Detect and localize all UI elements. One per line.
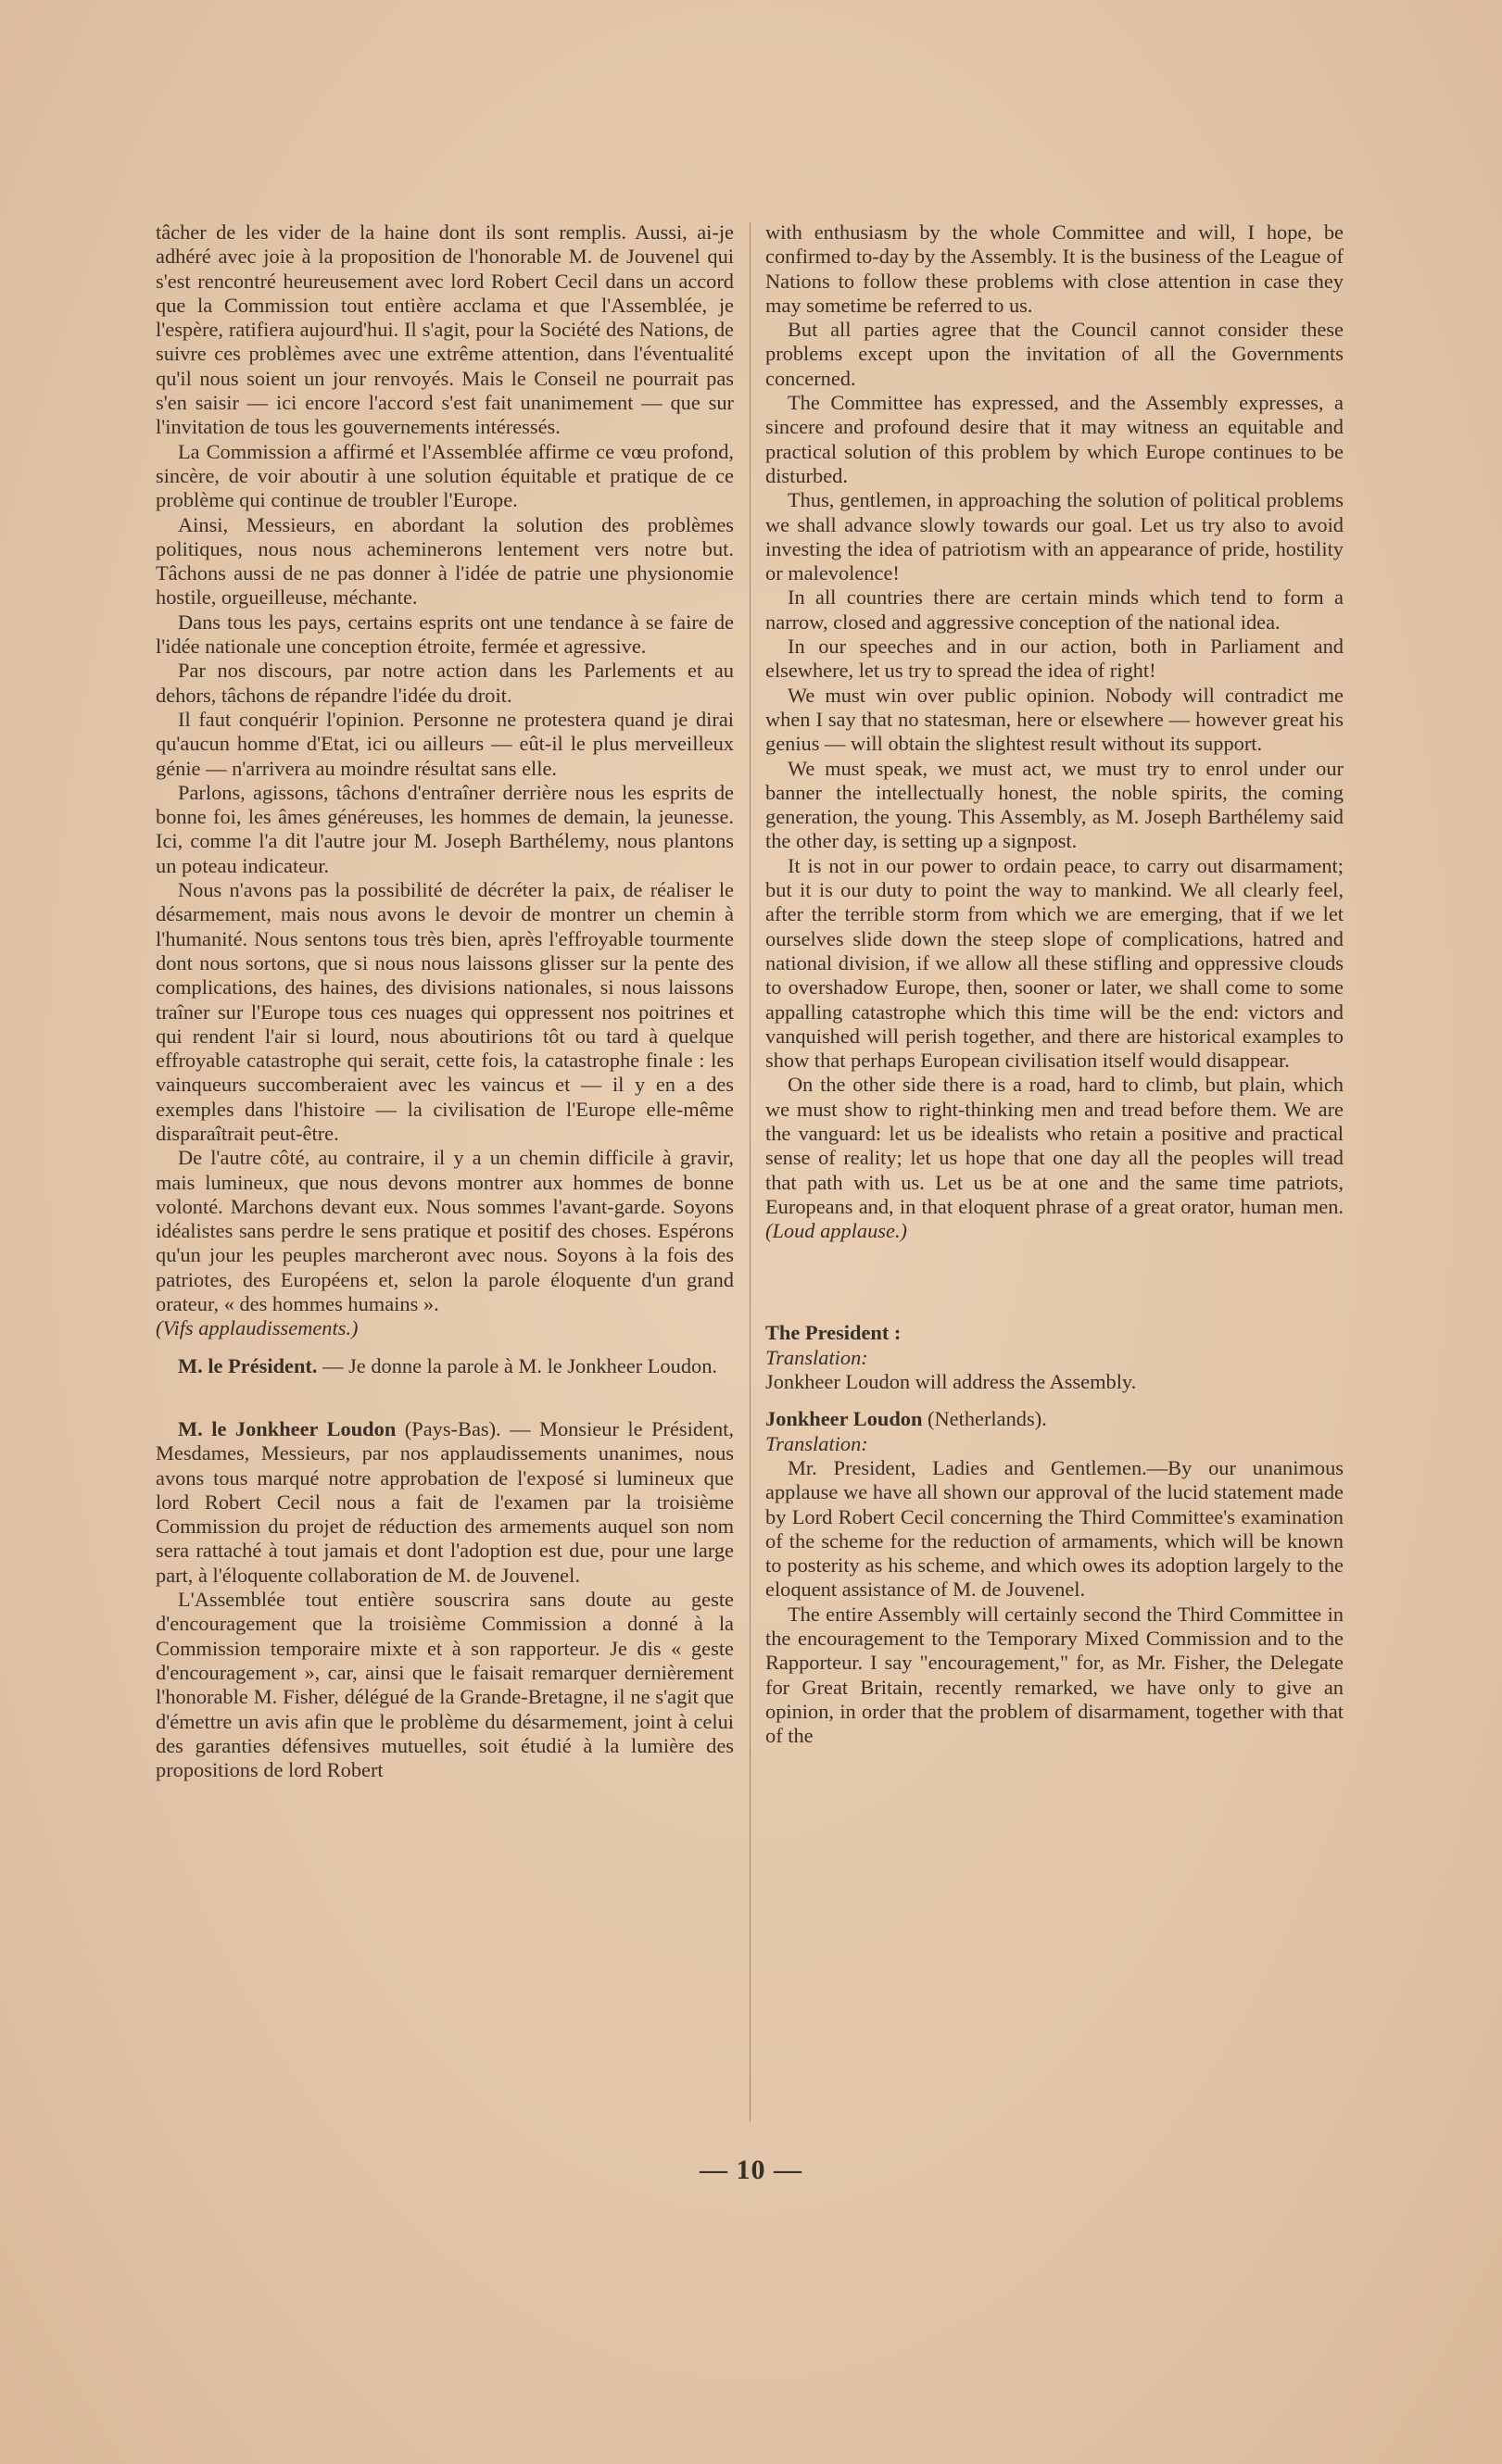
paragraph xyxy=(765,1073,1344,1243)
paragraph: Nous n'avons pas la possibilité de décréter la paix, de réaliser le désarmement, mais nous avons le devoir de montrer un chemin à l'humanité. Nous sentons tous très bien, après l'effroyable tourmente dont nous sortons, que si nous nous laissons glisser sur la pente des complications, des haines, des divisions nationales, si nous laissons traîner sur l'Europe tous ces nuages qui oppressent nos poitrines et qui rendent l'air si lourd, nous aboutirions tôt ou tard à quelque effroyable catastrophe qui serait, cette fois, la catastrophe finale : les vainqueurs succomberaient avec les vaincus et — il y en a des exemples dans l'histoire — la civilisation de l'Europe elle-même disparaîtrait peut-être. xyxy=(156,878,734,1145)
paragraph: We must speak, we must act, we must try to enrol under our banner the intellectually honest, the noble spirits, the coming generation, the young. This Assembly, as M. Joseph Barthélemy said the other day, is setting up a signpost. xyxy=(765,756,1344,853)
french-column xyxy=(156,220,734,1782)
president-heading xyxy=(765,1321,1344,1345)
applause-note: (Loud applause.) xyxy=(765,1219,907,1243)
paragraph: La Commission a affirmé et l'Assemblée affirme ce vœu profond, sincère, de voir aboutir à une solution équitable et pratique de ce problème qui continue de troubler l'Europe. xyxy=(156,439,734,512)
paragraph: Dans tous les pays, certains esprits ont une tendance à se faire de l'idée nationale une conception étroite, fermée et agressive. xyxy=(156,610,734,659)
speaker-name: M. le Président. xyxy=(178,1353,318,1377)
loudon-heading xyxy=(765,1407,1344,1431)
paragraph: It is not in our power to ordain peace, to carry out disarmament; but it is our duty to point the way to mankind. We all clearly feel, after the terrible storm from which we are emerging, that if we let ourselves slide down the steep slope of complications, hatred and national division, if we allow all these stifling and oppressive clouds to overshadow Europe, then, sooner or later, we shall come to some appalling catastrophe which this time will be the end: victors and vanquished will perish together, and there are historical examples to show that perhaps European civilisation itself would disappear. xyxy=(765,853,1344,1073)
paragraph: Il faut conquérir l'opinion. Personne ne protestera quand je dirai qu'aucun homme d'Etat, ici ou ailleurs — eût-il le plus merveilleux génie — n'arrivera au moindre résultat sans elle. xyxy=(156,707,734,780)
paragraph: We must win over public opinion. Nobody will contradict me when I say that no statesman, here or elsewhere — however great his genius — will obtain the slightest result without its support. xyxy=(765,683,1344,756)
speech-text: — Monsieur le Président, Mesdames, Messieurs, par nos applaudissements unanimes, nous avons tous marqué notre approbation de l'exposé si lumineux que lord Robert Cecil nous a fait de l'examen par la troisième Commission du projet de réduction des armements auquel son nom sera rattaché à tout jamais et dont l'adoption est due, pour une large part, à l'éloquente collaboration de M. de Jouvenel. xyxy=(156,1416,735,1587)
paragraph: Mr. President, Ladies and Gentlemen.—By our unanimous applause we have all shown our approval of the lucid statement made by Lord Robert Cecil concerning the Third Committee's examination of the scheme for the reduction of armaments, which will be known to posterity as his scheme, and which owes its adoption largely to the eloquent assistance of M. de Jouvenel. xyxy=(765,1455,1344,1602)
speech-text: — Je donne la parole à M. le Jonkheer Loudon. xyxy=(317,1353,718,1377)
paragraph: L'Assemblée tout entière souscrira sans doute au geste d'encouragement que la troisième Commission a donné à la Commission temporaire mixte et à son rapporteur. Je dis « geste d'encouragement », car, ainsi que le faisait remarquer dernièrement l'honorable M. Fisher, délégué de la Grande-Bretagne, il ne s'agit que d'émettre un avis afin que le problème du désarmement, joint à celui des garanties défensives mutuelles, soit étudié à la lumière des propositions de lord Robert xyxy=(156,1588,734,1782)
paragraph: Thus, gentlemen, in approaching the solution of political problems we shall advance slowly towards our goal. Let us try also to avoid investing the idea of patriotism with an appearance of pride, hostility or malevolence! xyxy=(765,488,1344,585)
translation-label: Translation: xyxy=(765,1345,868,1369)
speech-text: Jonkheer Loudon will address the Assembly. xyxy=(765,1370,1137,1394)
applause-note: (Vifs applaudissements.) xyxy=(156,1316,359,1340)
speech-text: On the other side there is a road, hard to climb, but plain, which we must show to right-thinking men and tread before them. We are the vanguard: let us be idealists who retain a positive and practical sense of reality; let us hope that one day all the peoples will tread that path with us. Let us be at one and the same time patriots, Europeans and, in that eloquent phrase of a great orator, human men. xyxy=(765,1073,1344,1218)
column-divider xyxy=(750,222,751,2121)
speaker-country: (Pays-Bas). xyxy=(396,1416,501,1440)
english-column xyxy=(765,220,1344,1749)
paragraph: tâcher de les vider de la haine dont ils sont remplis. Aussi, ai-je adhéré avec joie à la proposition de l'honorable M. de Jouvenel qui s'est rencontré heureusement avec lord Robert Cecil dans un accord que la Commission tout entière acclama et que l'Assemblée, je l'espère, ratifiera aujourd'hui. Il s'agit, pour la Société des Nations, de suivre ces problèmes avec une extrême attention, dans l'éventualité qu'il nous soient un jour renvoyés. Mais le Conseil ne pourrait pas s'en saisir — ici encore l'accord s'est fait unanimement — que sur l'invitation de tous les gouvernements intéressés. xyxy=(156,220,734,439)
paragraph: Parlons, agissons, tâchons d'entraîner derrière nous les esprits de bonne foi, les âmes généreuses, les hommes de demain, la jeunesse. Ici, comme l'a dit l'autre jour M. Joseph Barthélemy, nous plantons un poteau indicateur. xyxy=(156,780,734,877)
speaker-name: M. le Jonkheer Loudon xyxy=(178,1416,397,1440)
paragraph: with enthusiasm by the whole Committee and will, I hope, be confirmed to-day by the Assembly. It is the business of the League of Nations to follow these problems with close attention in case they may sometime be referred to us. xyxy=(765,220,1344,317)
speaker-country: (Netherlands). xyxy=(922,1407,1047,1431)
paragraph: In all countries there are certain minds which tend to form a narrow, closed and aggressive conception of the national idea. xyxy=(765,585,1344,634)
paragraph: The entire Assembly will certainly second the Third Committee in the encouragement to the Temporary Mixed Commission and to the Rapporteur. I say "encouragement," for, as Mr. Fisher, the Delegate for Great Britain, recently remarked, we have only to give an opinion, in order that the problem of disarmament, together with that of the xyxy=(765,1602,1344,1748)
paragraph: De l'autre côté, au contraire, il y a un chemin difficile à gravir, mais lumineux, que nous devons montrer aux hommes de bonne volonté. Marchons devant eux. Nous sommes l'avant-garde. Soyons idéalistes sans perdre le sens pratique et positif des choses. Espérons qu'un jour les peuples marcheront avec nous. Soyons à la fois des patriotes, des Européens et, selon la parole éloquente d'un grand orateur, « des hommes humains ». xyxy=(156,1146,734,1316)
paragraph: The Committee has expressed, and the Assembly expresses, a sincere and profound desire that it may witness an equitable and practical solution of this problem by which Europe continues to be disturbed. xyxy=(765,391,1344,487)
paragraph: In our speeches and in our action, both in Parliament and elsewhere, let us try to spread the idea of right! xyxy=(765,635,1344,683)
paragraph: But all parties agree that the Council cannot consider these problems except upon the invitation of all the Governments concerned. xyxy=(765,318,1344,390)
paragraph: Ainsi, Messieurs, en abordant la solution des problèmes politiques, nous nous acheminerons lentement vers notre but. Tâchons aussi de ne pas donner à l'idée de patrie une physionomie hostile, orgueilleuse, méchante. xyxy=(156,512,734,610)
paragraph: Par nos discours, par notre action dans les Parlements et au dehors, tâchons de répandre l'idée du droit. xyxy=(156,659,734,707)
speaker-name: Jonkheer Loudon xyxy=(765,1407,923,1431)
speaker-name: The President : xyxy=(765,1321,902,1345)
president-remark xyxy=(156,1354,734,1378)
page-number: — 10 — xyxy=(700,2155,802,2185)
loudon-speech xyxy=(156,1417,734,1588)
translation-label: Translation: xyxy=(765,1431,868,1455)
